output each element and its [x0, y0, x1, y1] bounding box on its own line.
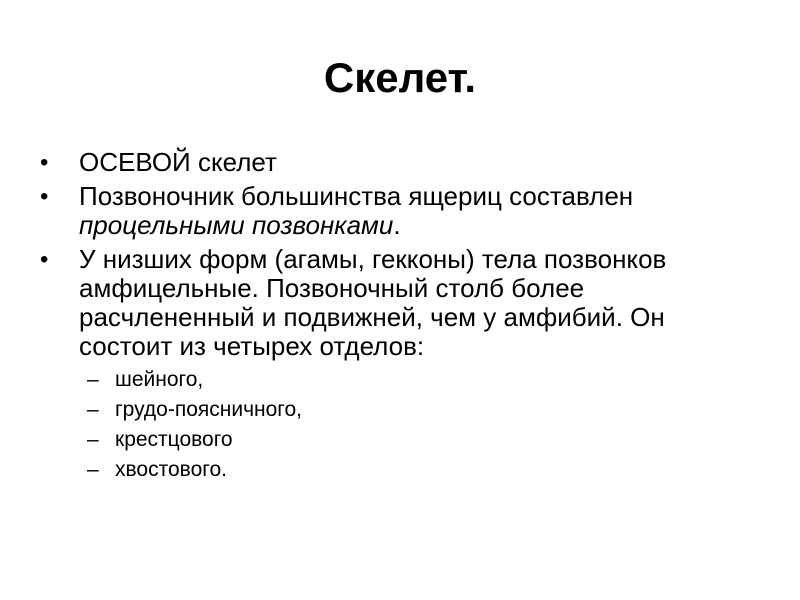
- bullet-text-end: .: [393, 210, 401, 240]
- bullet-item-lower-forms: [40, 245, 760, 485]
- sub-item-text: грудо-поясничного,: [115, 398, 303, 421]
- bullet-text: У низших форм (агамы, гекконы) тела позвонков амфицельные. Позвоночный столб более расчлененный и подвижней, чем у амфибий. Он состоит из четырех отделов:: [79, 244, 667, 361]
- sub-item-thoracolumbar: [79, 395, 760, 425]
- sub-item-cervical: [79, 365, 760, 395]
- bullet-italic-term: процельными позвонками: [79, 210, 394, 240]
- sub-item-caudal: [79, 455, 760, 485]
- slide-title: Скелет.: [323, 54, 477, 101]
- sub-item-text: шейного,: [115, 368, 204, 391]
- bullet-item-axial-skeleton: [40, 148, 760, 177]
- dash-icon: –: [87, 398, 99, 421]
- bullet-icon: •: [40, 149, 49, 176]
- bullet-text: Позвоночник большинства ящериц составлен: [79, 181, 634, 211]
- bullet-text: ОСЕВОЙ скелет: [79, 147, 277, 177]
- bullet-icon: •: [40, 183, 49, 210]
- bullet-icon: •: [40, 246, 49, 273]
- bullet-list: [40, 148, 760, 485]
- dash-icon: –: [87, 368, 99, 391]
- sub-item-text: хвостового.: [115, 458, 227, 481]
- sub-item-text: крестцового: [115, 428, 233, 451]
- sub-list: [79, 365, 760, 485]
- bullet-item-vertebral-column: [40, 182, 760, 240]
- sub-item-sacral: [79, 425, 760, 455]
- dash-icon: –: [87, 428, 99, 451]
- slide-body: [40, 148, 760, 490]
- dash-icon: –: [87, 458, 99, 481]
